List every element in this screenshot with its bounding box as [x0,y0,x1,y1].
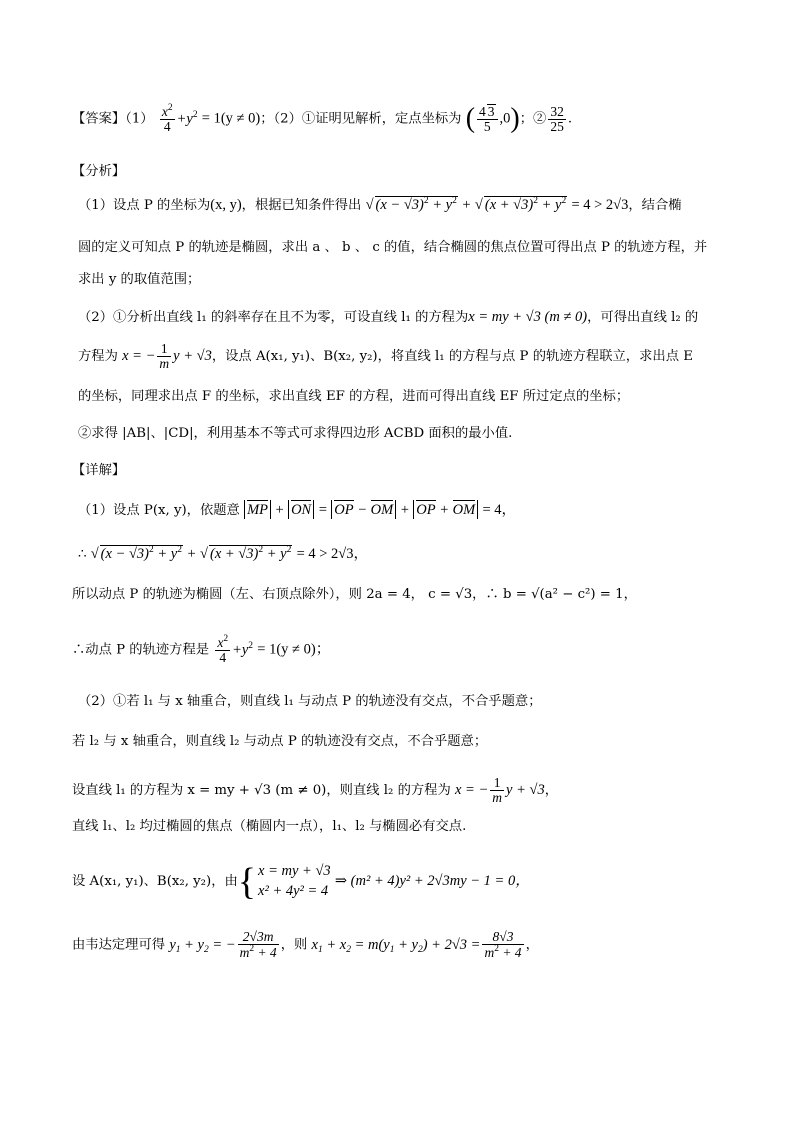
analysis-line-5: 方程为 x = − $\frac{1}{m}$ y + √3，设点 A(x₁, y₁)、B(x₂, y₂)，将直线 l₁ 的方程与点 P 的轨迹方程联立，求出点 E [78,341,693,372]
detail-line-10: 由韦达定理可得 $y_1 + y_2$ = − $\frac{2√3m}{m^2 + 4}$ ，则 $x_1 + x_2 = m(y_1 + y_2) + 2√3$ = $\frac{8√3}{m^2 + 4}$ ， [72,929,539,961]
detail-line-8: 直线 l₁、l₂ 均过椭圆的焦点（椭圆内一点），l₁、l₂ 与椭圆必有交点. [72,819,467,834]
answer-eq1-fraction: $\frac{x^2}{4}$ [161,103,173,135]
detail-line-3: 所以动点 P 的轨迹为椭圆（左、右顶点除外），则 2a = 4， c = √3，∴ b = √(a² − c²) = 1， [72,587,637,602]
detail-equation-system: x = my + √3 x² + 4y² = 4 [258,863,331,899]
analysis-distance-sum: √ $(x - √3)^2 + y^2$ + √ $(x + √3)^2 + y^2$ [365,196,567,213]
answer-min-area-fraction: $\frac{32}{25}$ [550,103,564,134]
answer-line: 【答案】（1） $\frac{x^2}{4}$ $+y^2 = 1(y \ne 0)$；（2）①证明见解析，定点坐标为 ( $\frac{4 3}{5}$ ,0)；② $\frac{32}{25}$ . [72,103,573,135]
answer-separator: ；（2）①证明见解析，定点坐标为 [260,111,462,127]
analysis-line-6: 的坐标，同理求出点 F 的坐标，求出直线 EF 的方程，进而可得出直线 EF 所过定点的坐标； [78,389,630,404]
detail-line-5: （2）①若 l₁ 与 x 轴重合，则直线 l₁ 与动点 P 的轨迹没有交点，不合乎题意； [78,694,542,709]
detail-line-7: 设直线 l₁ 的方程为 x = my + √3 (m ≠ 0)，则直线 l₂ 的方程为 x = − $\frac{1}{m}$ y + √3， [72,775,558,806]
detail-line-2: ∴ √ $(x - √3)^2 + y^2$ + √ $(x + √3)^2 + y^2 = 4 > 2√3$， [78,545,369,562]
analysis-line-4: （2）①分析出直线 l₁ 的斜率存在且不为零，可设直线 l₁ 的方程为x = my + √3 (m ≠ 0)，可得出直线 l₂ 的 [78,309,699,325]
analysis-line-3: 求出 y 的取值范围； [78,272,201,287]
analysis-line-2: 圆的定义可知点 P 的轨迹是椭圆，求出 a 、 b 、 c 的值，结合椭圆的焦点位置可得出点 P 的轨迹方程，并 [78,240,708,255]
analysis-slope-fraction: $\frac{1}{m}$ [159,341,170,372]
answer-label: 【答案】 [72,111,126,127]
detail-line-4: ∴动点 P 的轨迹方程是 $\frac{x^2}{4}$ $+y^2 = 1(y \ne 0)$； [72,634,331,666]
analysis-label: 【分析】 [72,164,126,179]
detail-line-6: 若 l₂ 与 x 轴重合，则直线 l₂ 与动点 P 的轨迹没有交点，不合乎题意； [72,734,488,749]
detail-line-9: 设 A(x₁, y₁)、B(x₂, y₂)，由{ x = my + √3 x² + 4y² = 4 ⇒ (m² + 4)y² + 2√3my − 1 = 0， [72,860,530,903]
answer-point-fraction: $\frac{4 3}{5}$ [477,104,498,134]
detail-line-1: （1）设点 P(x, y)，依题意 MP + ON = OP − OM + OP + OM = 4， [78,502,517,518]
detail-vector-sum: MP + ON = OP − OM + OP + OM [244,502,478,518]
analysis-line-7: ②求得 |AB|、|CD|，利用基本不等式可求得四边形 ACBD 面积的最小值. [78,426,513,441]
analysis-line-1: （1）设点 P 的坐标为(x, y)，根据已知条件得出 √ $(x - √3)^2 + y^2$ + √ $(x + √3)^2 + y^2 = 4 > 2√3$，结合椭 [78,196,682,213]
detail-label: 【详解】 [72,463,126,478]
